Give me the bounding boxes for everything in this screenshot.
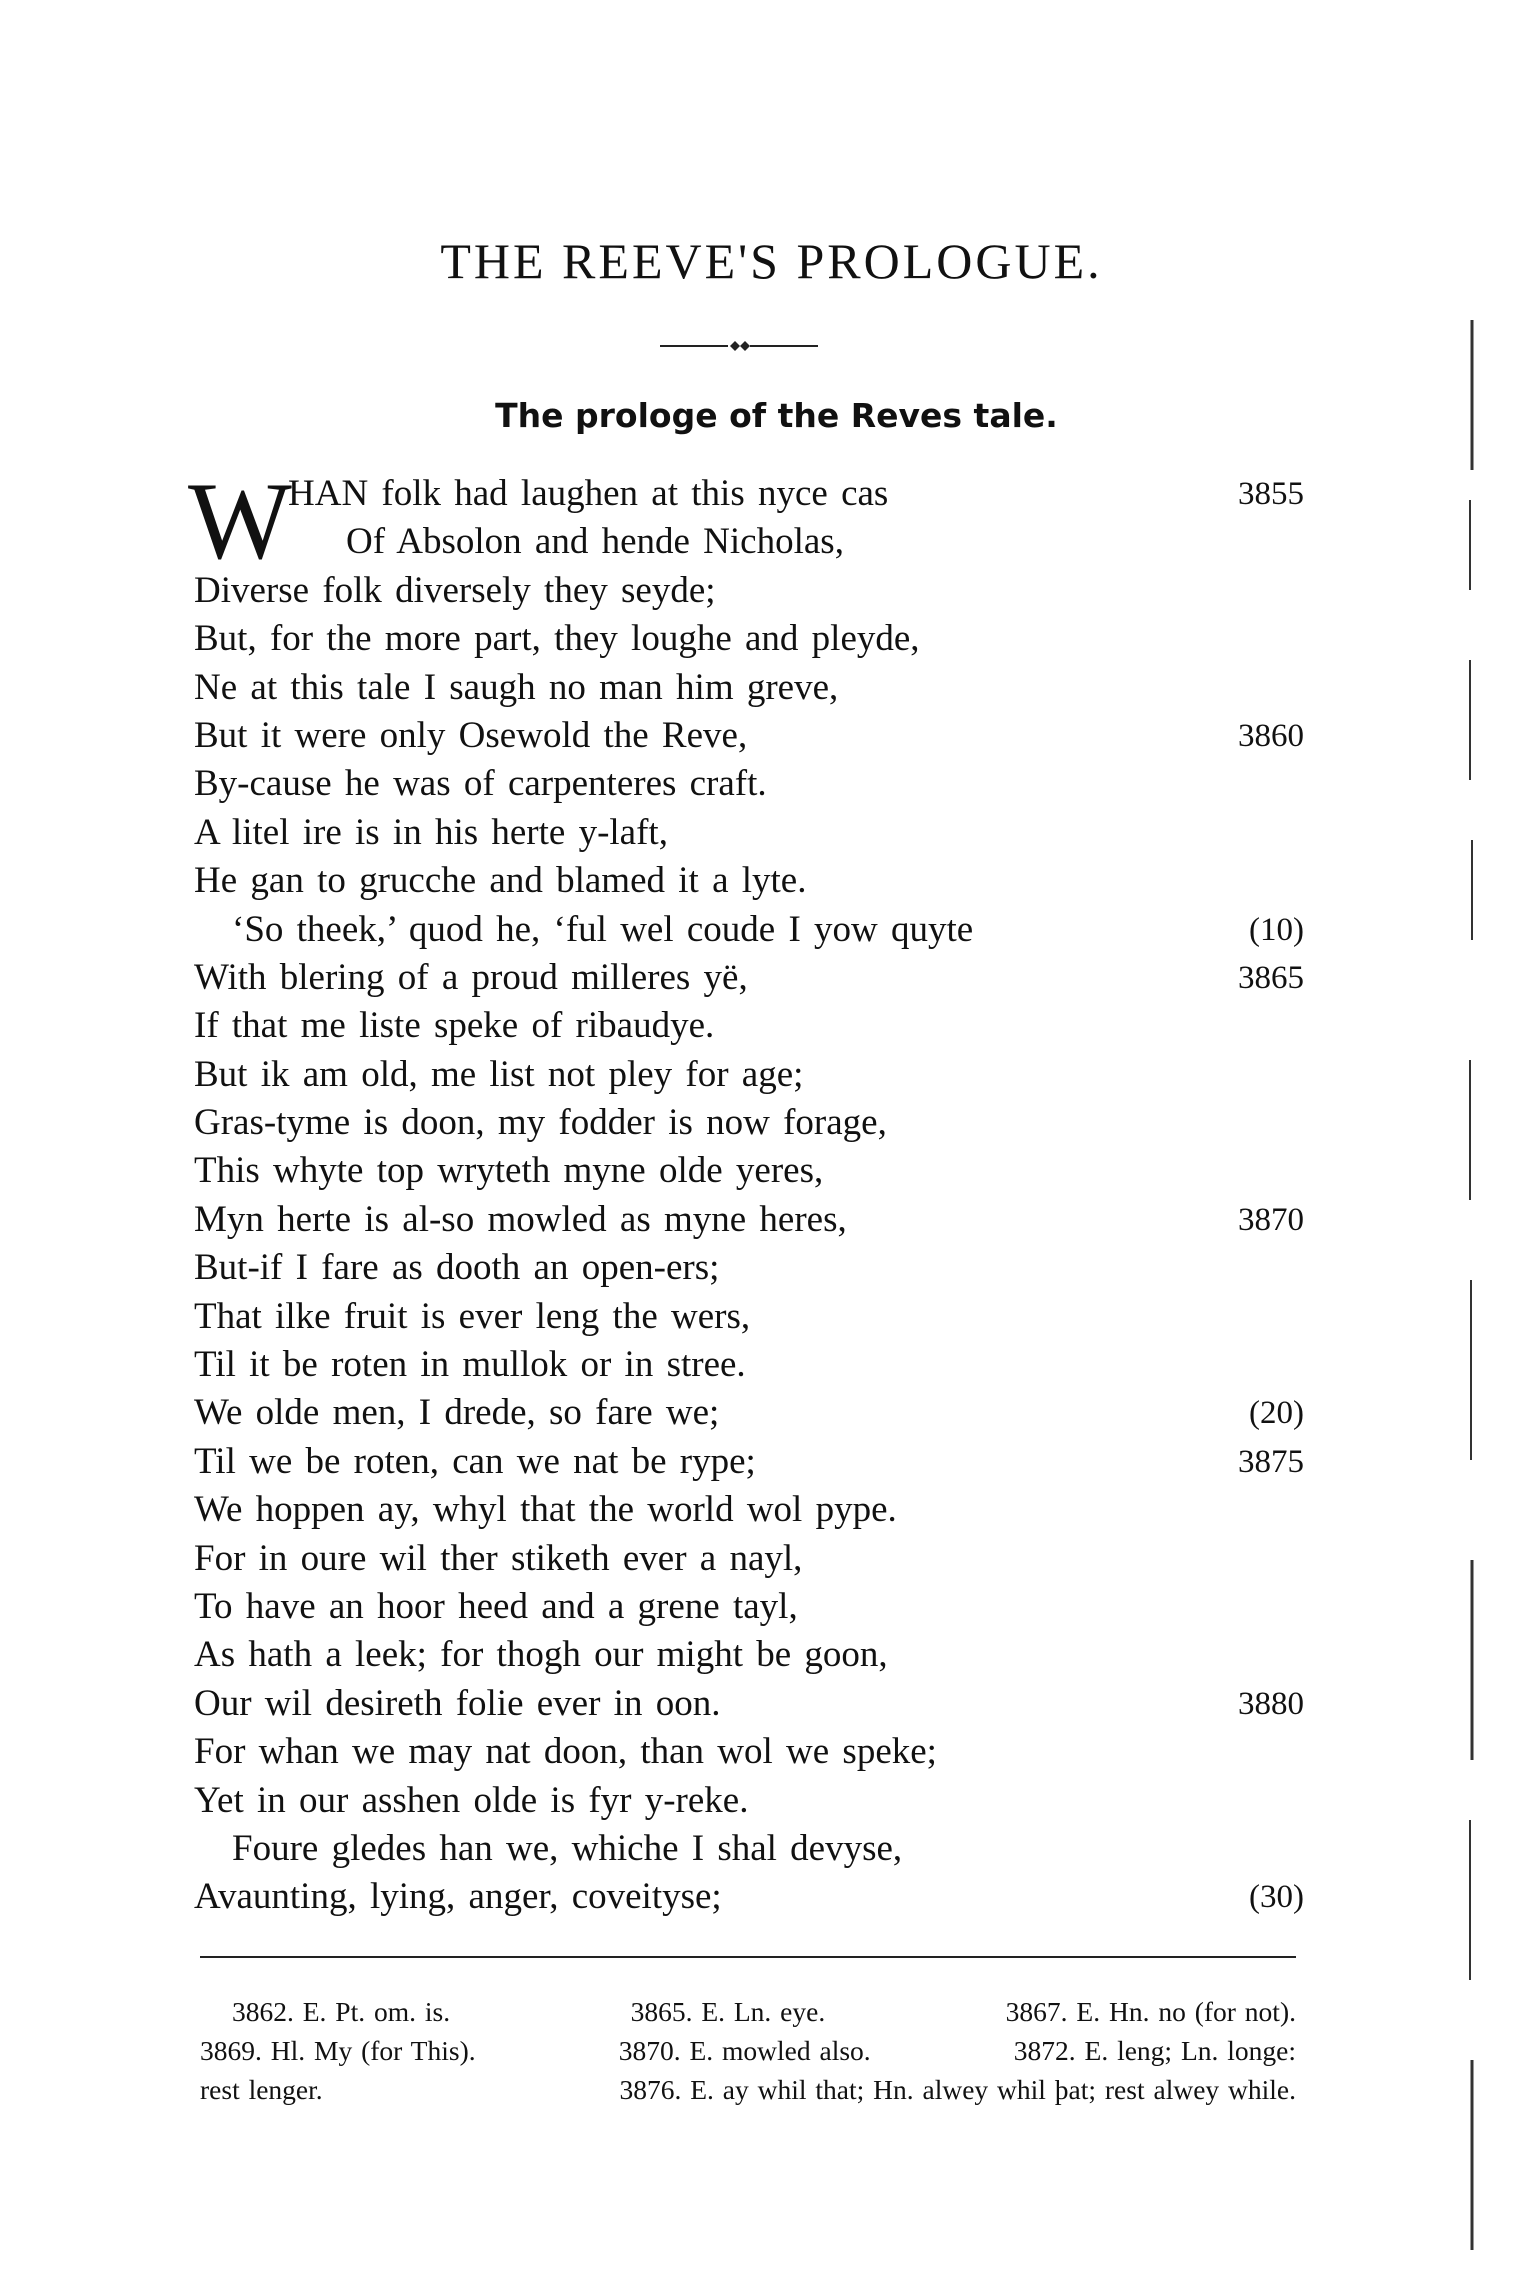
poem-line-text: With blering of a proud milleres yë, <box>194 956 748 998</box>
poem-line <box>194 1825 1304 1873</box>
poem-line <box>194 1486 1304 1534</box>
poem-line <box>194 518 1304 566</box>
poem-line-text: We olde men, I drede, so fare we; <box>194 1392 720 1434</box>
section-heading: The prologe of the Reves tale. <box>495 396 1058 435</box>
line-number: (30) <box>1249 1879 1304 1916</box>
page-title: THE REEVE'S PROLOGUE. <box>440 233 1103 289</box>
poem-line-text: But it were only Osewold the Reve, <box>194 714 748 756</box>
footnotes <box>200 1992 1296 2109</box>
poem-line <box>194 1341 1304 1389</box>
poem-line <box>194 712 1304 760</box>
line-number: 3865 <box>1238 959 1304 996</box>
poem-line-text: A litel ire is in his herte y-laft, <box>194 811 668 853</box>
poem-line-text: This whyte top wryteth myne olde yeres, <box>194 1150 824 1192</box>
poem-line-text: He gan to grucche and blamed it a lyte. <box>194 860 807 902</box>
poem-line-text: As hath a leek; for thogh our might be goon, <box>194 1634 888 1676</box>
line-number: 3880 <box>1238 1685 1304 1722</box>
line-number: (20) <box>1249 1395 1304 1432</box>
poem-line-text: For whan we may nat doon, than wol we speke; <box>194 1731 937 1773</box>
poem-line-text: If that me liste speke of ribaudye. <box>194 1005 715 1047</box>
poem-line <box>194 1244 1304 1292</box>
poem-line <box>194 1535 1304 1583</box>
poem-line-text: That ilke fruit is ever leng the wers, <box>194 1295 751 1337</box>
poem-line <box>194 1680 1304 1728</box>
poem-line-text: But ik am old, me list not pley for age; <box>194 1053 804 1095</box>
poem-line-text: Ne at this tale I saugh no man him greve, <box>194 666 839 708</box>
poem-line <box>194 1051 1304 1099</box>
poem-line-text: ‘So theek,’ quod he, ‘ful wel coude I yow quyte <box>232 908 974 950</box>
poem-line <box>194 615 1304 663</box>
poem-line-text: Diverse folk diversely they seyde; <box>194 569 716 611</box>
footnote: 3869. Hl. My (for This). <box>200 2035 476 2066</box>
poem-line <box>194 1196 1304 1244</box>
poem-line <box>194 1293 1304 1341</box>
line-number: (10) <box>1249 911 1304 948</box>
line-number: 3870 <box>1238 1201 1304 1238</box>
poem-line <box>194 1099 1304 1147</box>
poem-line <box>194 1389 1304 1437</box>
poem-line-text: Avaunting, lying, anger, coveityse; <box>194 1876 722 1918</box>
poem-line-text: Of Absolon and hende Nicholas, <box>346 521 844 563</box>
poem-line <box>194 567 1304 615</box>
poem-line <box>194 1438 1304 1486</box>
poem-line-text: For in oure wil ther stiketh ever a nayl, <box>194 1537 803 1579</box>
drop-cap: W <box>188 460 292 582</box>
poem-line-text: We hoppen ay, whyl that the world wol pype. <box>194 1489 897 1531</box>
poem-line <box>194 1873 1304 1921</box>
footnote: 3870. E. mowled also. <box>618 2035 871 2066</box>
footnote: rest lenger. <box>200 2074 323 2105</box>
footnote-line <box>200 2070 1296 2109</box>
footnote: 3872. E. leng; Ln. longe: <box>1013 2035 1296 2066</box>
poem-line <box>194 1002 1304 1050</box>
title-ornament <box>660 340 818 352</box>
poem-line-text: Our wil desireth folie ever in oon. <box>194 1682 721 1724</box>
poem-line <box>194 760 1304 808</box>
poem-line-text: Foure gledes han we, whiche I shal devyse, <box>232 1827 903 1869</box>
poem-line-text: HAN folk had laughen at this nyce cas <box>288 473 889 514</box>
poem-line <box>194 1777 1304 1825</box>
footnote: 3865. E. Ln. eye. <box>630 1996 826 2027</box>
poem-line <box>194 1147 1304 1195</box>
footnote: 3862. E. Pt. om. is. <box>232 1996 451 2027</box>
poem-line <box>194 1728 1304 1776</box>
poem-line-text: To have an hoor heed and a grene tayl, <box>194 1585 798 1627</box>
footnote: 3876. E. ay whil that; Hn. alwey whil þat; rest alwey while. <box>619 2074 1296 2105</box>
poem-line-text: Myn herte is al-so mowled as myne heres, <box>194 1198 847 1240</box>
poem-line-text: By-cause he was of carpenteres craft. <box>194 763 767 805</box>
footnote: 3867. E. Hn. no (for not). <box>1005 1996 1296 2027</box>
poem-line-text: But, for the more part, they loughe and pleyde, <box>194 618 920 660</box>
poem-line-text: Til we be roten, can we nat be rype; <box>194 1440 756 1482</box>
poem-line-text: Gras-tyme is doon, my fodder is now forage, <box>194 1102 887 1144</box>
poem-body <box>188 460 1304 1922</box>
poem-line <box>194 857 1304 905</box>
footnote-line <box>200 1992 1296 2031</box>
poem-line-text: But-if I fare as dooth an open-ers; <box>194 1247 720 1289</box>
poem-line <box>194 1583 1304 1631</box>
poem-line <box>194 954 1304 1002</box>
line-number: 3855 <box>1238 476 1304 512</box>
line-number: 3875 <box>1238 1443 1304 1480</box>
poem-line <box>194 1631 1304 1679</box>
poem-line-text: Yet in our asshen olde is fyr y-reke. <box>194 1779 749 1821</box>
footnote-line <box>200 2031 1296 2070</box>
line-number: 3860 <box>1238 717 1304 754</box>
poem-line <box>194 906 1304 954</box>
poem-line-text: Til it be roten in mullok or in stree. <box>194 1344 746 1386</box>
poem-line <box>194 664 1304 712</box>
scan-edge-marks <box>1460 300 1480 2260</box>
poem-line <box>194 809 1304 857</box>
footnote-rule <box>200 1956 1296 1958</box>
